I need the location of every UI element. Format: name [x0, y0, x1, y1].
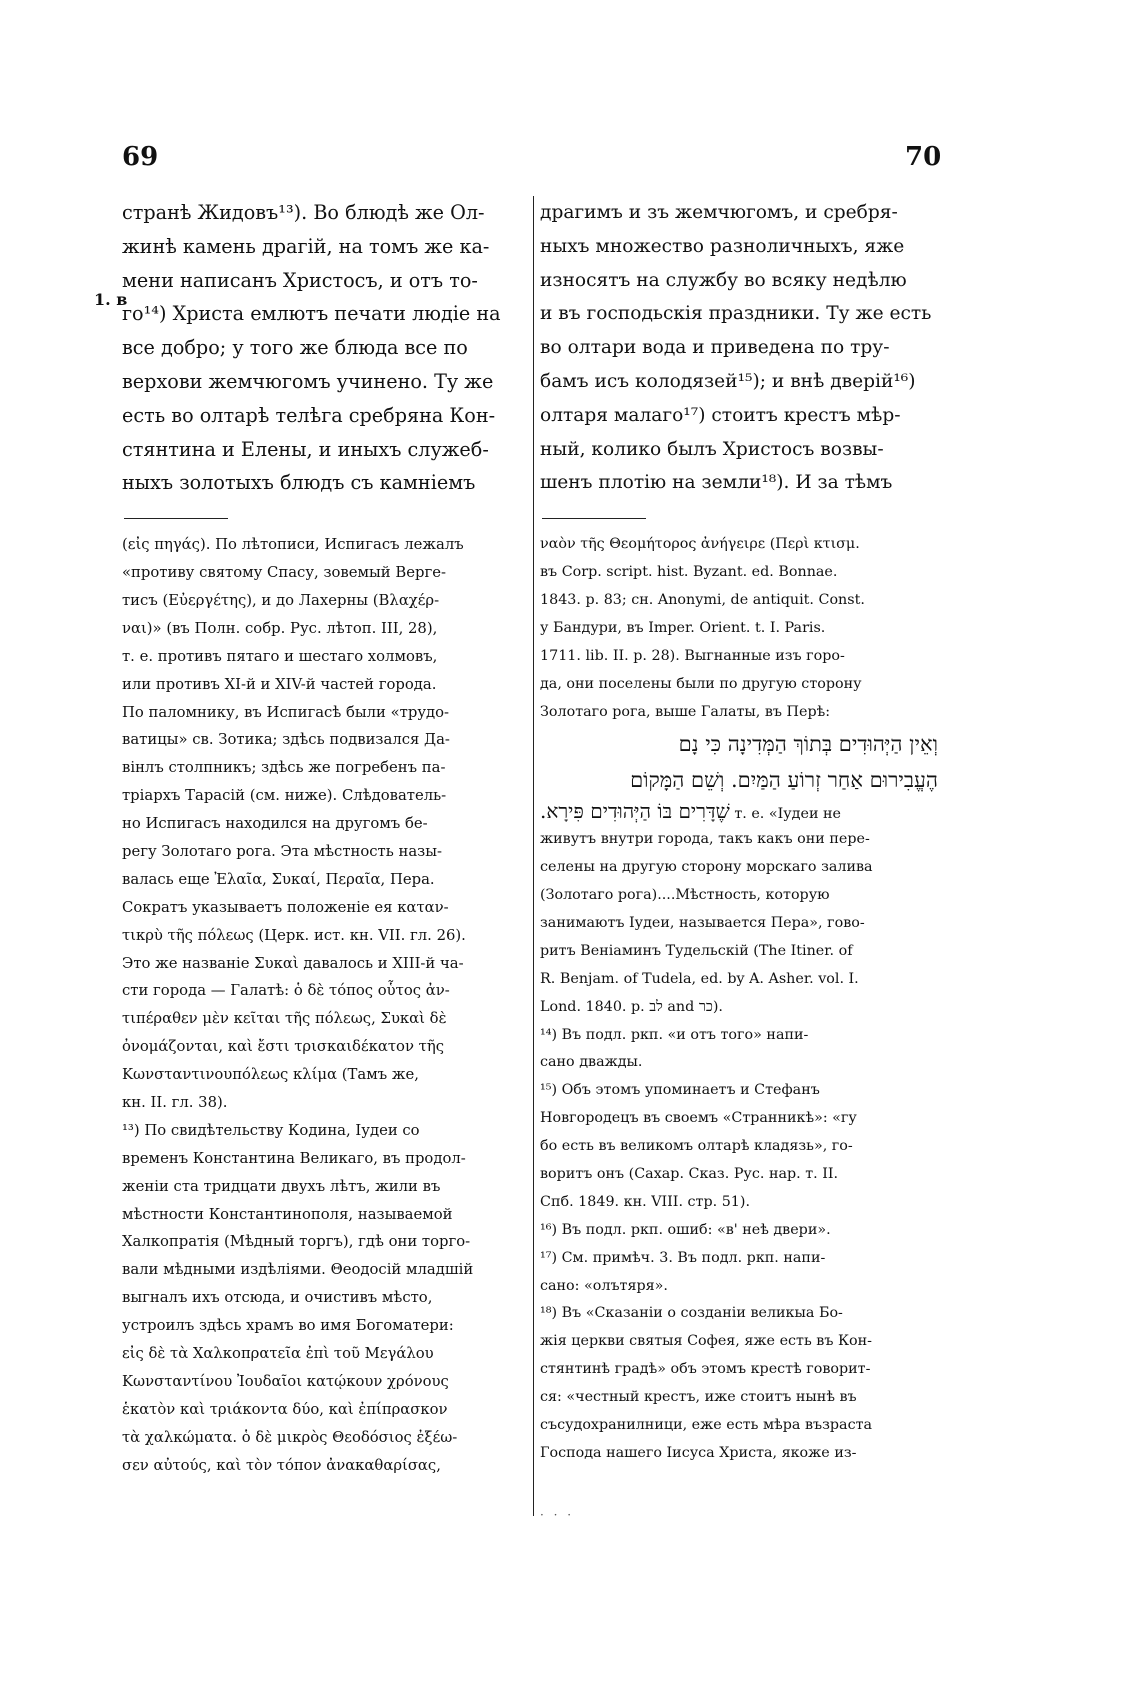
text-line: износятъ на службу во всяку недѣлю [540, 269, 907, 291]
footnote-line: мѣстности Константинополя, называемой [122, 1205, 453, 1223]
footnote-line: тріархъ Тарасій (см. ниже). Слѣдователь- [122, 787, 447, 805]
footnote-rule-right [542, 518, 646, 519]
footnote-line: Новгородецъ въ своемъ «Странникѣ»: «гу [540, 1110, 857, 1127]
hebrew-translation-start: т. е. «Іудеи не [729, 806, 842, 823]
hebrew-line: הֶעֱבִירוּם אַחַר זְרוֹעַ הַמַּיִם. וְשֵׁם הַמָּקוֹם [630, 768, 938, 793]
text-line: и въ господьскія праздники. Ту же есть [540, 303, 932, 325]
footnote-rule-left [124, 518, 228, 519]
footnote-line: вінлъ столпникъ; здѣсь же погребенъ па- [122, 759, 446, 777]
footnote-line: (Золотаго рога)....Мѣстность, которую [540, 887, 830, 904]
margin-note: 1. в [94, 290, 128, 309]
footnote-line: По паломнику, въ Испигасѣ были «трудо- [122, 703, 450, 721]
footnote-line: Спб. 1849. кн. VIII. стр. 51). [540, 1193, 751, 1210]
footnote-line: кн. II. гл. 38). [122, 1093, 228, 1111]
hebrew-last-line [540, 798, 938, 826]
footnote-line: съсудохранилници, еже есть мѣра възраста [540, 1417, 873, 1433]
footnote-line: сано дважды. [540, 1054, 643, 1071]
hebrew-line: וְאֵין הַיְּהוּדִים בְּתוֹךְ הַמְּדִינָה כִּי נָם [678, 732, 938, 757]
footnote-line: но Испигасъ находился на другомъ бе- [122, 815, 428, 833]
text-line: мени написанъ Христосъ, и отъ то- [122, 268, 478, 292]
text-line: верхови жемчюгомъ учинено. Ту же [122, 369, 494, 393]
text-line: ныхъ золотыхъ блюдъ съ камніемъ [122, 471, 476, 495]
footnote-line: женіи ста тридцати двухъ лѣтъ, жили въ [122, 1177, 441, 1195]
left-footnotes [122, 531, 532, 1479]
footnote-line: ¹⁵) Объ этомъ упоминаетъ и Стефанъ [540, 1082, 820, 1099]
footnote-line: ¹⁶) Въ подл. ркп. ошиб: «в' неѣ двери». [540, 1221, 831, 1238]
footnote-line: R. Benjam. of Tudela, ed. by A. Asher. vol. I. [540, 970, 859, 987]
footnote-line: ¹⁷) См. примѣч. 3. Въ подл. ркп. напи- [540, 1249, 826, 1266]
left-column [122, 196, 532, 1479]
text-line: драгимъ и зъ жемчюгомъ, и сребря- [540, 202, 898, 223]
page-number-left: 69 [122, 142, 159, 172]
footnote-line: ¹⁴) Въ подл. ркп. «и отъ того» напи- [540, 1026, 809, 1043]
footnote-line: занимаютъ Іудеи, называется Пера», гово- [540, 914, 865, 931]
footnote-line: регу Золотаго рога. Эта мѣстность назы- [122, 842, 443, 860]
footnote-line: 1711. lib. II. p. 28). Выгнанные изъ горо- [540, 647, 845, 664]
footnote-line: σεν αὐτούς, καὶ τὸν τόπον ἀνακαθαρίσας, [122, 1456, 441, 1474]
footnote-line: жія церкви святыя Софея, яже есть въ Кон- [540, 1333, 872, 1350]
footnote-line: бо есть въ великомъ олтарѣ кладязь», го- [540, 1138, 853, 1155]
footnote-line: т. е. противъ пятаго и шестаго холмовъ, [122, 647, 438, 665]
text-line: ный, колико былъ Христосъ возвы- [540, 438, 884, 460]
footnote-line: 1843. p. 83; сн. Anonymi, de antiquit. Const. [540, 591, 865, 608]
footnote-line: ναι)» (въ Полн. собр. Рус. лѣтоп. III, 28), [122, 619, 438, 637]
right-column [540, 196, 938, 1468]
footnote-line: устроилъ здѣсь храмъ во имя Богоматери: [122, 1317, 454, 1335]
footnote-line: селены на другую сторону морскаго залива [540, 859, 873, 876]
footnote-line: въ Corp. script. hist. Byzant. ed. Bonnae. [540, 564, 838, 581]
text-line: жинѣ камень драгій, на томъ же ка- [122, 234, 490, 258]
left-main-text [122, 196, 532, 500]
footnote-line: Халкопратія (Мѣдный торгъ), гдѣ они торго- [122, 1233, 471, 1251]
footnote-line: тисъ (Εὐεργέτης), и до Лахерны (Βλαχέρ- [122, 591, 440, 609]
right-footnotes-b [540, 826, 938, 1467]
footnote-line: или противъ XI-й и XIV-й частей города. [122, 675, 437, 693]
footnote-line: ναὸν τῆς Θεομήτορος ἀνήγειρε (Περὶ κτισμ. [540, 536, 860, 553]
footnote-line: ¹³) По свидѣтельству Кодина, Іудеи со [122, 1121, 420, 1139]
footnote-line: стянтинѣ градѣ» объ этомъ крестѣ говорит- [540, 1361, 871, 1378]
footnote-line: Сократъ указываетъ положеніе ея καταν- [122, 898, 449, 916]
footnote-line: ¹⁸) Въ «Сказаніи о созданіи великыа Бо- [540, 1305, 843, 1322]
text-line: ныхъ множество разноличныхъ, яже [540, 235, 905, 257]
footnote-line: временъ Константина Великаго, въ продол- [122, 1149, 466, 1167]
text-line: олтаря малаго¹⁷) стоитъ крестъ мѣр- [540, 404, 901, 426]
footnote-line: (εἰς πηγάς). По лѣтописи, Испигасъ лежалъ [122, 536, 464, 554]
footnote-line: сти города — Галатѣ: ὁ δὲ τόπος οὗτος ἀν- [122, 982, 450, 1000]
footnote-line: валась еще Ἐλαῖα, Συκαί, Περαῖα, Пера. [122, 870, 435, 888]
footnote-line: ритъ Веніаминъ Тудельскій (The Itiner. of [540, 942, 853, 959]
page-number-right: 70 [905, 142, 942, 172]
text-line: бамъ исъ колодязей¹⁵); и внѣ дверій¹⁶) [540, 370, 916, 392]
text-line: есть во олтарѣ телѣга сребряна Кон- [122, 403, 496, 427]
hebrew-quote [540, 726, 938, 798]
footnote-line: у Бандури, въ Imper. Orient. t. I. Paris. [540, 619, 826, 636]
footnote-line: Это же названіе Συκαὶ давалось и XIII-й ча- [122, 954, 464, 972]
footnote-line: ἑκατὸν καὶ τριάκοντα δύο, καὶ ἐπίπρασκον [122, 1400, 448, 1418]
footnote-line: вали мѣдными издѣліями. Θеодосій младшій [122, 1261, 474, 1279]
footnote-line: живутъ внутри города, такъ какъ они пере- [540, 831, 870, 848]
footnote-line: Золотаго рога, выше Галаты, въ Перѣ: [540, 703, 831, 720]
footnote-line: выгналъ ихъ отсюда, и очистивъ мѣсто, [122, 1289, 433, 1307]
footnote-line: ὀνομάζονται, καὶ ἔστι τρισκαιδέκατον τῆς [122, 1038, 444, 1056]
footnote-line: εἰς δὲ τὰ Χαλκοπρατεῖα ἐπὶ τοῦ Μεγάλου [122, 1345, 434, 1362]
footnote-line: τιπέραθεν μὲν κεῖται τῆς πόλεως, Συκαὶ δὲ [122, 1010, 447, 1028]
footnote-line: Господа нашего Іисуса Христа, якоже из- [540, 1444, 857, 1461]
text-line: странѣ Жидовъ¹³). Во блюдѣ же Ол- [122, 201, 485, 224]
column-divider [533, 196, 534, 1516]
text-line: го¹⁴) Христа емлютъ печати людіе на [122, 302, 501, 326]
text-line: стянтина и Елены, и иныхъ служеб- [122, 437, 489, 461]
footnote-line: Κωνσταντίνου Ἰουδαῖοι κατῴκουν χρόνους [122, 1372, 449, 1390]
footnote-line: воритъ онъ (Сахар. Сказ. Рус. нар. т. II. [540, 1165, 839, 1182]
footnote-line: τὰ χαλκώματα. ὁ δὲ μικρὸς Θεοδόσιος ἐξέω- [122, 1428, 458, 1446]
text-line: во олтари вода и приведена по тру- [540, 337, 890, 359]
right-footnotes-a [540, 531, 938, 726]
footnote-line: «противу святому Спасу, зовемый Верге- [122, 564, 446, 582]
footnote-line: ся: «честный крестъ, иже стоитъ нынѣ въ [540, 1389, 857, 1406]
footnote-line: да, они поселены были по другую сторону [540, 675, 862, 692]
footnote-line: Lond. 1840. p. לב and כר). [540, 998, 723, 1015]
hebrew-last-text: שֶׁדָּרִים בּוֹ הַיְּהוּדִים פִּירָא. [540, 799, 730, 824]
scan-specks: · · · [540, 1508, 575, 1522]
right-main-text [540, 196, 938, 500]
text-line: все добро; у того же блюда все по [122, 336, 468, 360]
footnote-line: Κωνσταντινουπόλεως κλίμα (Тамъ же, [122, 1066, 419, 1084]
text-line: шенъ плотію на земли¹⁸). И за тѣмъ [540, 472, 893, 494]
footnote-line: ватицы» св. Зотика; здѣсь подвизался Да- [122, 731, 450, 749]
footnote-line: τικρὺ τῆς πόλεως (Церк. ист. кн. VII. гл. 26). [122, 926, 466, 944]
footnote-line: сано: «олътяря». [540, 1277, 668, 1294]
